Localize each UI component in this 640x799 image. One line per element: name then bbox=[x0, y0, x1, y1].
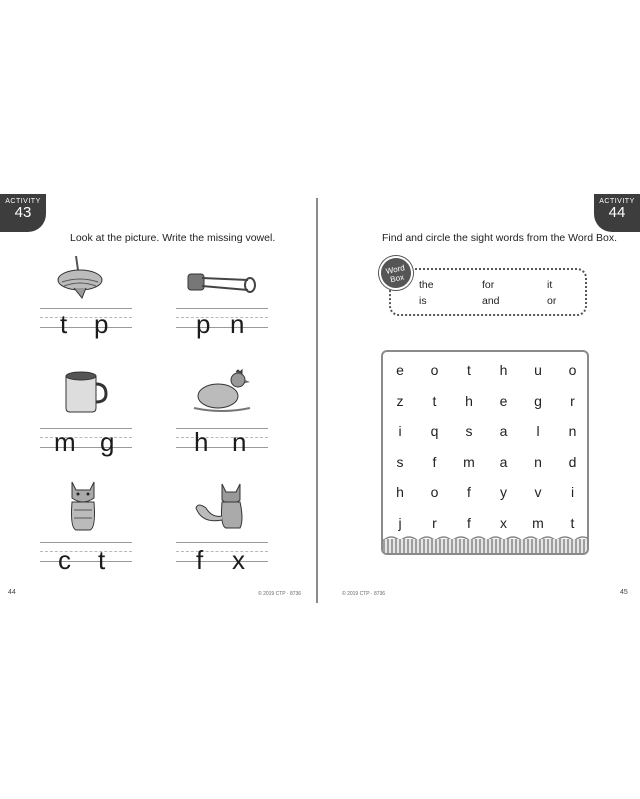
letter-last: n bbox=[230, 309, 245, 339]
grid-letter[interactable]: f bbox=[467, 514, 471, 531]
grid-letter[interactable]: f bbox=[432, 453, 437, 470]
book-gutter bbox=[316, 198, 318, 603]
grid-letter[interactable]: o bbox=[430, 484, 439, 500]
sight-word: or bbox=[547, 295, 557, 307]
letter-first: f bbox=[196, 545, 204, 575]
copyright-right: © 2019 CTP · 8736 bbox=[342, 591, 386, 597]
grid-letter[interactable]: n bbox=[534, 453, 542, 470]
safety-pin-icon bbox=[186, 268, 258, 298]
grid-letter[interactable]: s bbox=[396, 453, 404, 470]
letter-first: c bbox=[58, 545, 71, 575]
grid-letter[interactable]: l bbox=[536, 423, 540, 439]
sight-word: it bbox=[547, 279, 553, 291]
grid-letter[interactable]: r bbox=[570, 392, 575, 409]
grid-letter[interactable]: r bbox=[432, 514, 437, 531]
cat-icon bbox=[66, 476, 100, 532]
right-instruction: Find and circle the sight words from the Word Box. bbox=[382, 232, 617, 244]
grid-letter[interactable]: y bbox=[500, 484, 507, 500]
sight-word: for bbox=[482, 279, 495, 291]
activity-tab-44: ACTIVITY 44 bbox=[594, 194, 640, 232]
left-instruction: Look at the picture. Write the missing vowel. bbox=[70, 232, 276, 244]
grid-letter[interactable]: d bbox=[568, 453, 577, 470]
page-number-right: 45 bbox=[620, 589, 628, 596]
grid-letter[interactable]: h bbox=[396, 484, 404, 500]
grid-letter[interactable]: e bbox=[499, 392, 508, 409]
sight-word: is bbox=[419, 295, 427, 307]
grid-letter[interactable]: o bbox=[568, 362, 577, 378]
letter-last: g bbox=[100, 427, 115, 457]
letter-first: p bbox=[196, 309, 211, 339]
grid-letter[interactable]: u bbox=[534, 362, 542, 378]
grid-letter[interactable]: t bbox=[467, 362, 471, 378]
grid-letter[interactable]: i bbox=[398, 423, 402, 439]
grid-letter[interactable]: m bbox=[532, 514, 544, 531]
grid-letter[interactable]: g bbox=[534, 392, 542, 409]
grid-letter[interactable]: q bbox=[430, 423, 439, 439]
grid-letter[interactable]: x bbox=[500, 514, 507, 531]
hen-icon bbox=[192, 368, 252, 414]
word-box bbox=[389, 268, 587, 316]
letter-last: p bbox=[94, 309, 109, 339]
grid-letter[interactable]: z bbox=[396, 392, 404, 409]
grid-letter[interactable]: e bbox=[396, 362, 404, 378]
grid-letter[interactable]: j bbox=[398, 514, 402, 531]
fox-icon bbox=[192, 480, 248, 532]
letter-last: t bbox=[98, 545, 106, 575]
grid-letter[interactable]: i bbox=[570, 484, 575, 500]
letter-last: n bbox=[232, 427, 247, 457]
letter-first: t bbox=[60, 309, 68, 339]
grid-letter[interactable]: h bbox=[465, 392, 473, 409]
word-box-badge: Word Box bbox=[376, 253, 416, 293]
grid-letter[interactable]: t bbox=[570, 514, 575, 531]
copyright-left: © 2019 CTP · 8736 bbox=[258, 591, 302, 597]
letter-first: m bbox=[54, 427, 76, 457]
grid-letter[interactable]: s bbox=[465, 423, 473, 439]
activity-tab-43: ACTIVITY 43 bbox=[0, 194, 46, 232]
grid-letter[interactable]: o bbox=[430, 362, 439, 378]
grid-letter[interactable]: t bbox=[432, 392, 437, 409]
sight-word: and bbox=[482, 295, 500, 307]
grid-letter[interactable]: h bbox=[499, 362, 508, 378]
grid-letter[interactable]: a bbox=[499, 423, 508, 439]
grid-letter[interactable]: m bbox=[463, 453, 475, 470]
grid-letter[interactable]: n bbox=[568, 423, 577, 439]
letter-first: h bbox=[194, 427, 209, 457]
page-number-left: 44 bbox=[8, 589, 16, 596]
letter-last: x bbox=[232, 545, 245, 575]
word-search-grid bbox=[381, 350, 589, 555]
spinning-top-icon bbox=[54, 254, 110, 300]
grid-letter[interactable]: v bbox=[534, 484, 542, 500]
grid-stripe-band bbox=[383, 539, 587, 553]
grid-letter[interactable]: f bbox=[467, 484, 471, 500]
grid-letter[interactable]: a bbox=[499, 453, 508, 470]
sight-word: the bbox=[419, 279, 434, 291]
mug-icon bbox=[62, 370, 108, 414]
